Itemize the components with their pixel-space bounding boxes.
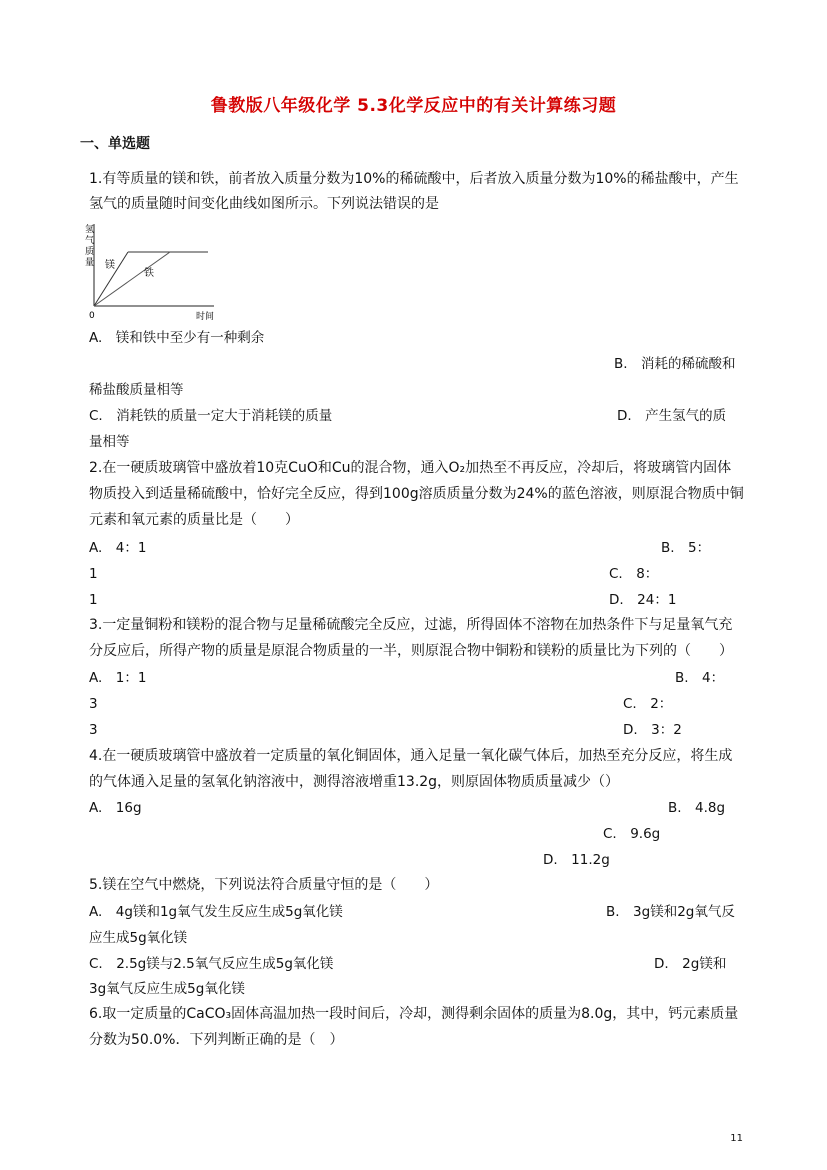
q1-graph: [82, 218, 222, 322]
graph-label-mg: 镁: [105, 260, 115, 271]
q2-option-a: A. 4：1: [89, 540, 147, 556]
graph-ylabel-2: 气: [85, 236, 95, 246]
q5-option-b: B. 3g镁和2g氧气反: [606, 904, 735, 920]
q2-stem-line2: 物质投入到适量稀硫酸中，恰好完全反应，得到100g溶质质量分数为24%的蓝色溶液，则原混合物质中铜: [89, 486, 744, 502]
q6-stem-line1: 6.取一定质量的CaCO₃固体高温加热一段时间后，冷却，测得剩余固体的质量为8.0g，其中，钙元素质量: [89, 1006, 739, 1022]
q5-option-d: D. 2g镁和: [654, 956, 727, 972]
q3-option-c-cont: 3: [89, 722, 98, 738]
q2-option-d: D. 24：1: [609, 592, 677, 608]
q2-stem-line3: 元素和氧元素的质量比是（ ）: [89, 512, 299, 528]
q1-option-d: D. 产生氢气的质: [617, 408, 727, 424]
q4-option-b: B. 4.8g: [668, 800, 726, 816]
page-number: 11: [730, 1133, 743, 1144]
graph-ylabel-1: 氢: [85, 225, 95, 235]
q4-stem-line1: 4.在一硬质玻璃管中盛放着一定质量的氧化铜固体，通入足量一氧化碳气体后，加热至充分反应，将生成: [89, 748, 733, 764]
q5-stem-line1: 5.镁在空气中燃烧，下列说法符合质量守恒的是（ ）: [89, 877, 439, 893]
q2-option-c-cont: 1: [89, 592, 98, 608]
q4-option-a: A. 16g: [89, 800, 142, 816]
q2-option-b-cont: 1: [89, 566, 98, 582]
q3-option-b: B. 4：: [675, 670, 725, 686]
q5-option-b-cont: 应生成5g氧化镁: [89, 930, 188, 946]
q3-stem-line1: 3.一定量铜粉和镁粉的混合物与足量稀硫酸完全反应，过滤，所得固体不溶物在加热条件下与足量氧气充: [89, 617, 733, 633]
q6-stem-line2: 分数为50.0%．下列判断正确的是（ ）: [89, 1032, 344, 1048]
q1-option-b: B. 消耗的稀硫酸和: [614, 356, 736, 372]
q3-option-d: D. 3：2: [623, 722, 682, 738]
graph-ylabel-3: 质: [85, 247, 95, 257]
q5-option-c: C. 2.5g镁与2.5氧气反应生成5g氧化镁: [89, 956, 334, 972]
q1-stem-line1: 1.有等质量的镁和铁，前者放入质量分数为10%的稀硫酸中，后者放入质量分数为10%的稀盐酸中，产生: [89, 171, 739, 187]
section-heading: 一、单选题: [80, 136, 150, 152]
q4-stem-line2: 的气体通入足量的氢氧化钠溶液中，测得溶液增重13.2g，则原固体物质质量减少（）: [89, 774, 620, 790]
q3-option-a: A. 1：1: [89, 670, 147, 686]
q4-option-d: D. 11.2g: [543, 852, 610, 868]
q1-option-d-cont: 量相等: [89, 434, 130, 450]
q1-stem-line2: 氢气的质量随时间变化曲线如图所示。下列说法错误的是: [89, 196, 439, 212]
q2-option-c: C. 8：: [609, 566, 659, 582]
q1-option-c: C. 消耗铁的质量一定大于消耗镁的质量: [89, 408, 333, 424]
q2-stem-line1: 2.在一硬质玻璃管中盛放着10克CuO和Cu的混合物，通入O₂加热至不再反应，冷却后，将玻璃管内固体: [89, 460, 732, 476]
q3-option-c: C. 2：: [623, 696, 673, 712]
page-title: 鲁教版八年级化学 5.3化学反应中的有关计算练习题: [210, 96, 617, 116]
q2-option-b: B. 5：: [661, 540, 711, 556]
q4-option-c: C. 9.6g: [603, 826, 661, 842]
graph-origin: 0: [89, 311, 95, 321]
q5-option-a: A. 4g镁和1g氧气发生反应生成5g氧化镁: [89, 904, 343, 920]
q5-option-d-cont: 3g氧气反应生成5g氧化镁: [89, 981, 245, 997]
graph-xlabel: 时间: [196, 312, 215, 322]
q1-option-a: A. 镁和铁中至少有一种剩余: [89, 330, 265, 346]
q3-stem-line2: 分反应后，所得产物的质量是原混合物质量的一半，则原混合物中铜粉和镁粉的质量比为下列的（ ）: [89, 643, 733, 659]
q1-option-b-cont: 稀盐酸质量相等: [89, 382, 184, 398]
graph-label-fe: 铁: [144, 268, 154, 279]
graph-ylabel-4: 量: [85, 258, 95, 268]
q3-option-b-cont: 3: [89, 696, 98, 712]
